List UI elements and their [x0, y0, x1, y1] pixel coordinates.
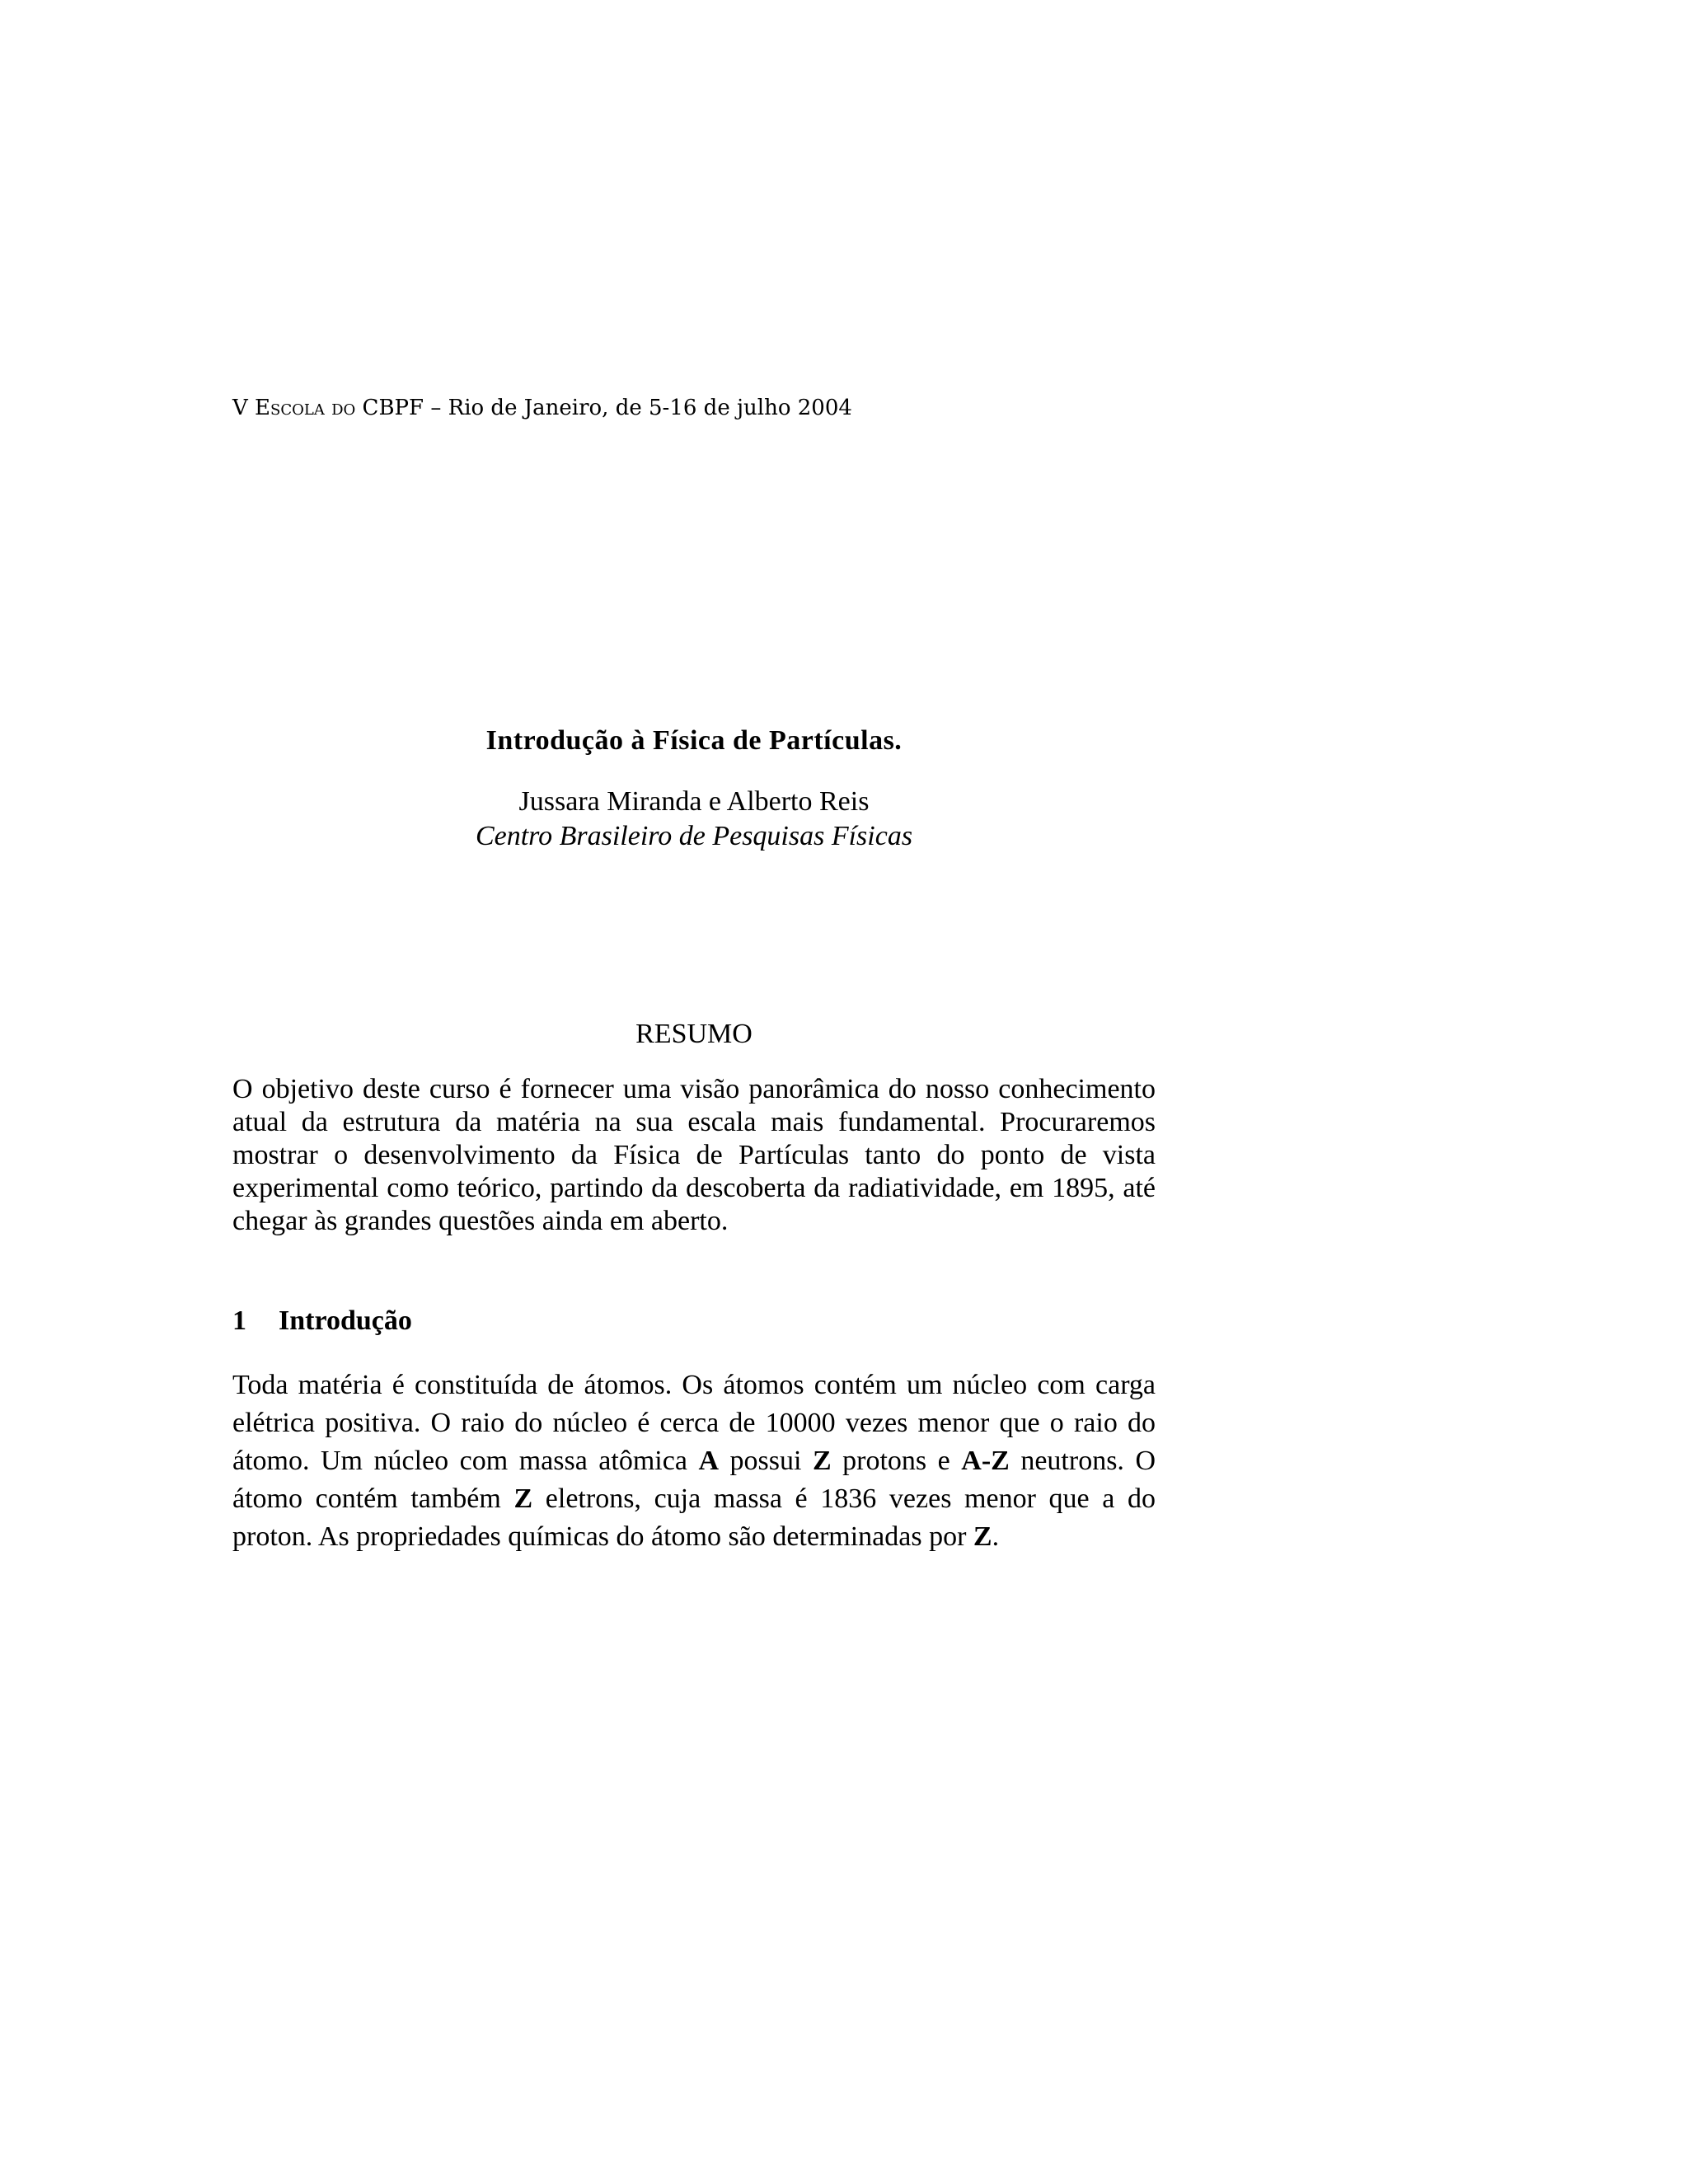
affiliation: Centro Brasileiro de Pesquisas Físicas: [475, 821, 913, 851]
section-heading: [232, 1305, 1156, 1337]
section-title: Introdução: [279, 1305, 412, 1336]
section-number: 1: [232, 1305, 246, 1336]
header-prefix: V: [232, 396, 256, 420]
symbol-a-z: A-Z: [961, 1446, 1010, 1476]
header-school: Escola do: [255, 396, 356, 420]
abstract: [232, 1019, 1156, 1238]
text-segment: neutrons. O átomo contém também: [232, 1446, 1156, 1514]
symbol-z: Z: [513, 1483, 533, 1514]
authors: Jussara Miranda e Alberto Reis: [518, 786, 870, 817]
symbol-z: Z: [973, 1521, 992, 1552]
paper-title: Introdução à Física de Partículas.: [485, 725, 903, 756]
section-paragraph: [232, 1366, 1156, 1556]
running-header: [232, 396, 852, 420]
header-rest: CBPF – Rio de Janeiro, de 5-16 de julho 2004: [355, 396, 852, 420]
text-segment: eletrons, cuja massa é 1836 vezes menor que a do proton. As propriedades químicas do átomo são determinadas por: [232, 1483, 1156, 1552]
symbol-z: Z: [812, 1446, 832, 1476]
abstract-heading: RESUMO: [635, 1019, 753, 1049]
text-segment: possui: [719, 1446, 813, 1476]
symbol-a: A: [698, 1446, 719, 1476]
text-segment: protons e: [831, 1446, 962, 1476]
title-block: [232, 725, 1156, 854]
abstract-text: O objetivo deste curso é fornecer uma visão panorâmica do nosso conhecimento atual da estrutura da matéria na sua escala mais fundamental. Procuraremos mostrar o desenvolvimento da Física de Partículas tanto do ponto de vista experimental como teórico, partindo da descoberta da radiatividade, em 1895, até chegar às grandes questões ainda em aberto.: [232, 1074, 1156, 1236]
text-segment: Toda matéria é constituída de átomos. Os átomos contém um núcleo com carga elétrica positiva. O raio do núcleo é cerca de 10000 vezes menor que o raio do átomo. Um núcleo com massa atômica: [232, 1370, 1156, 1476]
section-introducao: [232, 1305, 1156, 1556]
text-segment: .: [992, 1521, 1000, 1552]
